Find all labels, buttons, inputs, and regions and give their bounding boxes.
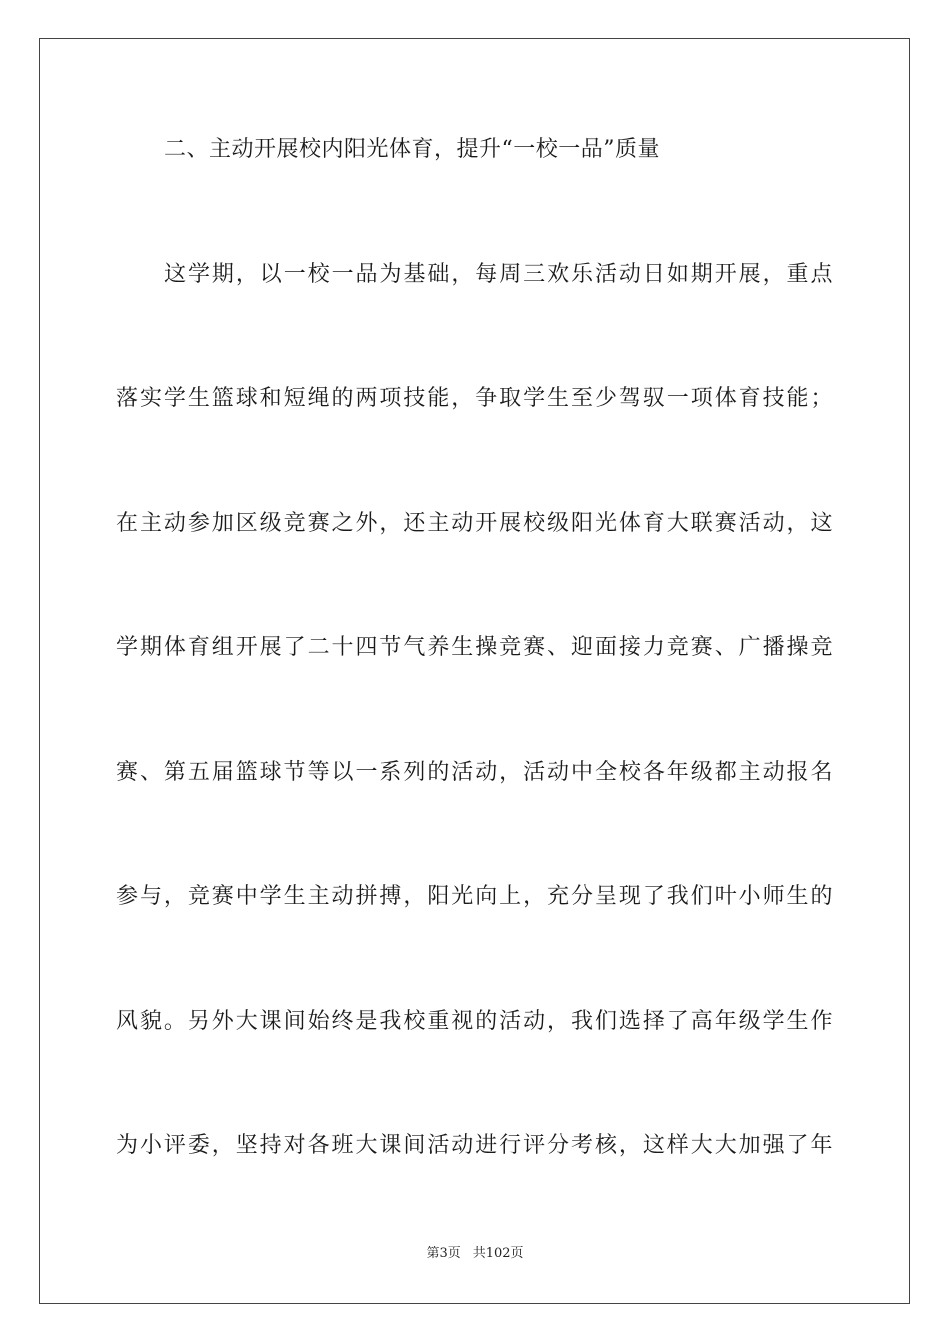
paragraph-line-5: 赛、第五届篮球节等以一系列的活动，活动中全校各年级都主动报名 (116, 760, 833, 785)
paragraph-line-8: 为小评委，坚持对各班大课间活动进行评分考核，这样大大加强了年 (116, 1133, 833, 1158)
page-number: 第3页 (426, 1246, 461, 1261)
paragraph-line-7: 风貌。另外大课间始终是我校重视的活动，我们选择了高年级学生作 (116, 1009, 833, 1034)
page-border (39, 38, 910, 1304)
paragraph-line-1: 这学期，以一校一品为基础，每周三欢乐活动日如期开展，重点 (164, 262, 833, 287)
section-heading: 二、主动开展校内阳光体育，提升“一校一品”质量 (164, 137, 660, 162)
paragraph-line-6: 参与，竞赛中学生主动拼搏，阳光向上，充分呈现了我们叶小师生的 (116, 884, 833, 909)
paragraph-line-3: 在主动参加区级竞赛之外，还主动开展校级阳光体育大联赛活动，这 (116, 511, 833, 536)
page-total: 共102页 (472, 1246, 524, 1261)
paragraph-line-2: 落实学生篮球和短绳的两项技能，争取学生至少驾驭一项体育技能； (116, 386, 833, 411)
paragraph-line-4: 学期体育组开展了二十四节气养生操竞赛、迎面接力竞赛、广播操竞 (116, 635, 833, 660)
page-footer (0, 1245, 950, 1263)
